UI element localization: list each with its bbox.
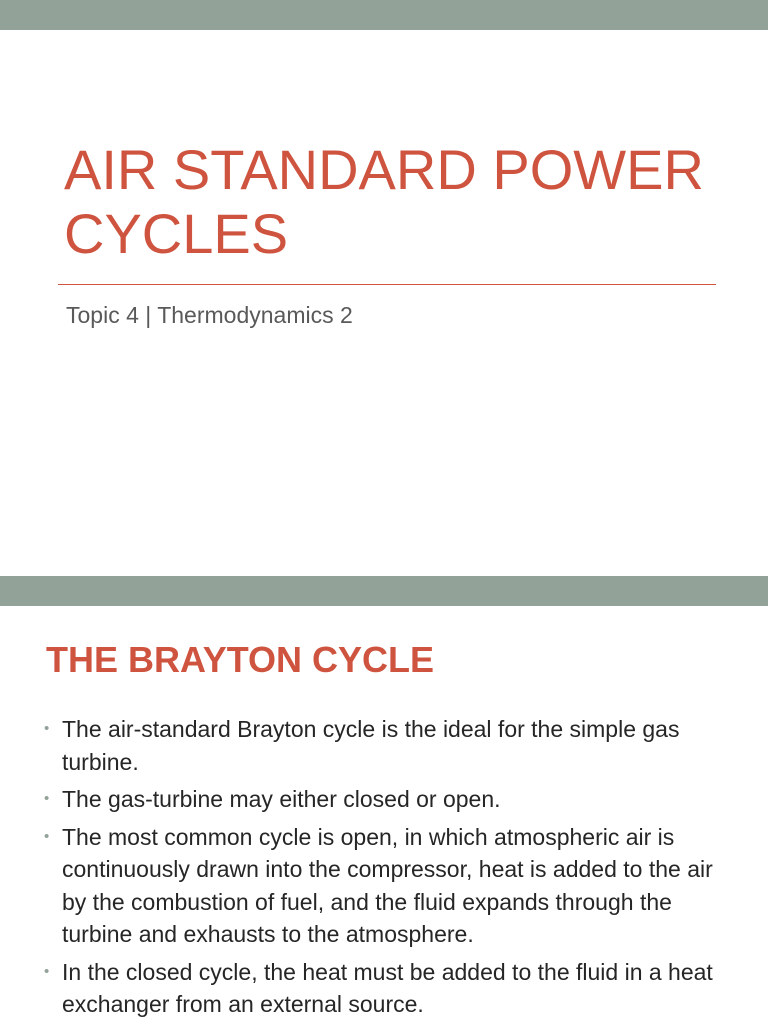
bullet-text: The most common cycle is open, in which atmospheric air is continuously drawn into the compressor, heat is added to the air by the combustion of fuel, and the fluid expands through the turbine and exhausts to the atmosphere. <box>62 823 713 947</box>
bullet-item <box>44 783 734 816</box>
bullet-text: In the closed cycle, the heat must be added to the fluid in a heat exchanger from an external source. <box>62 958 713 1017</box>
bullet-icon: • <box>44 827 50 845</box>
bullet-item <box>44 821 734 951</box>
bullet-text: The air-standard Brayton cycle is the ideal for the simple gas turbine. <box>62 716 680 775</box>
bullet-list <box>44 713 734 1024</box>
bullet-item <box>44 956 734 1021</box>
slide-title: AIR STANDARD POWER CYCLES <box>64 138 704 265</box>
slide-heading: THE BRAYTON CYCLE <box>46 639 435 680</box>
bullet-text: The gas-turbine may either closed or open. <box>62 786 501 812</box>
bullet-icon: • <box>44 962 50 980</box>
slide-top-bar <box>0 0 768 30</box>
slide-top-bar <box>0 576 768 606</box>
slide-subtitle: Topic 4 | Thermodynamics 2 <box>66 302 353 328</box>
bullet-icon: • <box>44 790 50 807</box>
bullet-item <box>44 713 734 778</box>
content-slide <box>0 576 768 1024</box>
title-divider <box>58 284 716 285</box>
bullet-icon: • <box>44 720 50 737</box>
